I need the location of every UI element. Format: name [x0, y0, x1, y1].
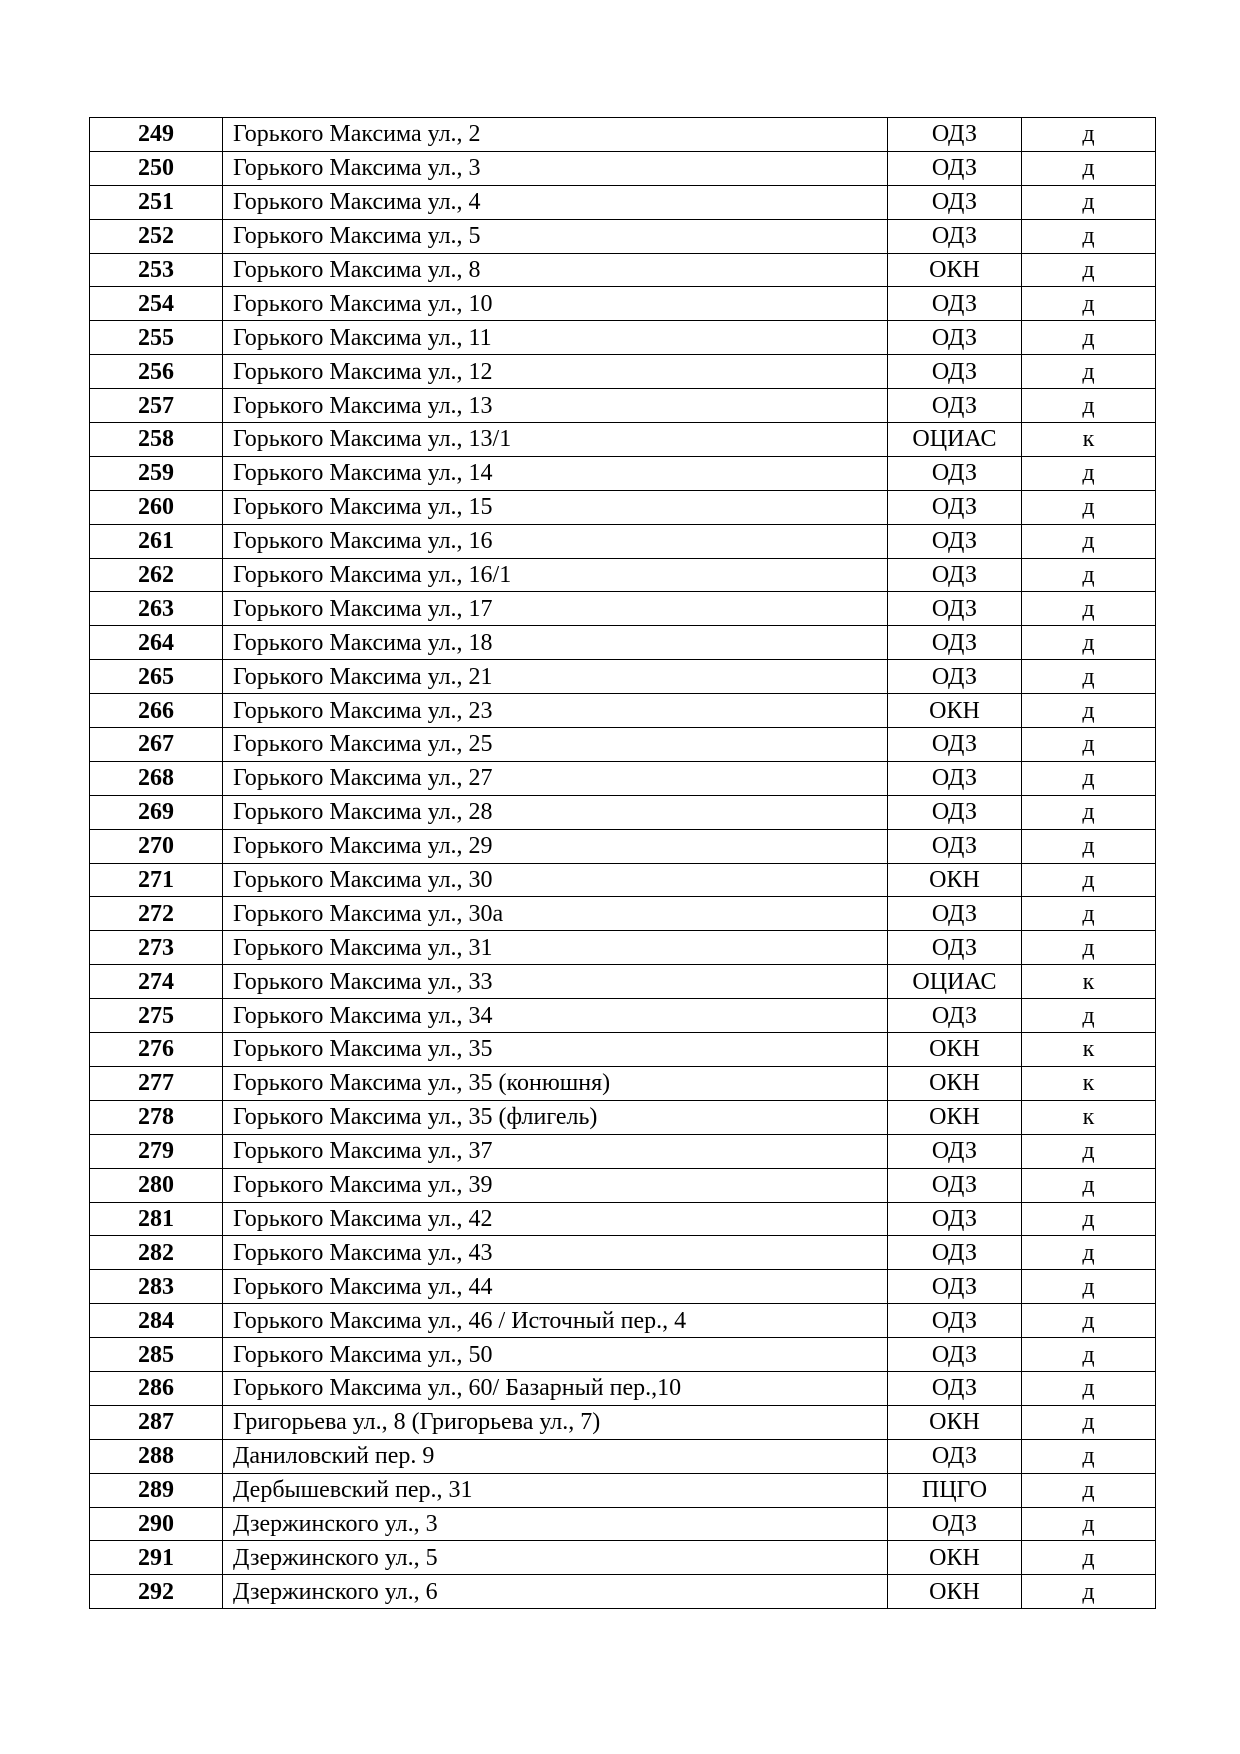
row-address: Дербышевский пер., 31	[223, 1473, 888, 1507]
row-number: 281	[90, 1202, 223, 1236]
row-category: д	[1022, 1541, 1156, 1575]
table-row	[90, 999, 1156, 1033]
row-address: Горького Максима ул., 35 (конюшня)	[223, 1066, 888, 1100]
row-object-type: ОДЗ	[888, 1270, 1022, 1304]
row-object-type: ОДЗ	[888, 355, 1022, 389]
row-number: 250	[90, 151, 223, 185]
row-number: 263	[90, 592, 223, 626]
row-address: Горького Максима ул., 46 / Источный пер., 4	[223, 1304, 888, 1338]
row-object-type: ОДЗ	[888, 728, 1022, 762]
row-address: Горького Максима ул., 16	[223, 524, 888, 558]
table-row	[90, 795, 1156, 829]
row-category: д	[1022, 1507, 1156, 1541]
row-address: Горького Максима ул., 4	[223, 185, 888, 219]
row-number: 292	[90, 1575, 223, 1609]
row-object-type: ОКН	[888, 1033, 1022, 1067]
row-object-type: ОДЗ	[888, 219, 1022, 253]
row-number: 283	[90, 1270, 223, 1304]
row-category: к	[1022, 965, 1156, 999]
row-object-type: ОКН	[888, 694, 1022, 728]
row-address: Дзержинского ул., 6	[223, 1575, 888, 1609]
row-category: д	[1022, 253, 1156, 287]
row-object-type: ОДЗ	[888, 1236, 1022, 1270]
row-address: Горького Максима ул., 13	[223, 389, 888, 423]
row-number: 256	[90, 355, 223, 389]
table-row	[90, 1033, 1156, 1067]
row-address: Горького Максима ул., 11	[223, 321, 888, 355]
row-address: Даниловский пер. 9	[223, 1439, 888, 1473]
row-category: д	[1022, 490, 1156, 524]
row-number: 288	[90, 1439, 223, 1473]
row-number: 254	[90, 287, 223, 321]
row-object-type: ОДЗ	[888, 151, 1022, 185]
row-category: д	[1022, 999, 1156, 1033]
row-category: д	[1022, 1270, 1156, 1304]
row-address: Горького Максима ул., 2	[223, 118, 888, 152]
row-category: д	[1022, 355, 1156, 389]
table-row	[90, 1405, 1156, 1439]
row-object-type: ОДЗ	[888, 829, 1022, 863]
row-number: 276	[90, 1033, 223, 1067]
table-row	[90, 423, 1156, 457]
table-row	[90, 219, 1156, 253]
row-number: 265	[90, 660, 223, 694]
row-number: 285	[90, 1338, 223, 1372]
row-object-type: ОДЗ	[888, 185, 1022, 219]
row-number: 260	[90, 490, 223, 524]
table-row	[90, 1236, 1156, 1270]
table-row	[90, 456, 1156, 490]
row-category: к	[1022, 1100, 1156, 1134]
row-number: 269	[90, 795, 223, 829]
row-object-type: ОДЗ	[888, 761, 1022, 795]
table-row	[90, 253, 1156, 287]
row-category: д	[1022, 118, 1156, 152]
row-address: Горького Максима ул., 43	[223, 1236, 888, 1270]
row-object-type: ОДЗ	[888, 490, 1022, 524]
row-address: Горького Максима ул., 25	[223, 728, 888, 762]
table-row	[90, 1575, 1156, 1609]
table-row	[90, 863, 1156, 897]
row-category: д	[1022, 694, 1156, 728]
row-address: Горького Максима ул., 13/1	[223, 423, 888, 457]
registry-table	[89, 117, 1156, 1609]
row-address: Горького Максима ул., 34	[223, 999, 888, 1033]
row-object-type: ОДЗ	[888, 1304, 1022, 1338]
table-row	[90, 1439, 1156, 1473]
row-object-type: ОДЗ	[888, 118, 1022, 152]
table-row	[90, 1338, 1156, 1372]
table-row	[90, 897, 1156, 931]
row-object-type: ОДЗ	[888, 287, 1022, 321]
row-category: д	[1022, 795, 1156, 829]
row-number: 259	[90, 456, 223, 490]
table-row	[90, 660, 1156, 694]
table-row	[90, 355, 1156, 389]
row-object-type: ОДЗ	[888, 1202, 1022, 1236]
table-row	[90, 1304, 1156, 1338]
row-category: д	[1022, 660, 1156, 694]
row-category: д	[1022, 761, 1156, 795]
table-row	[90, 1066, 1156, 1100]
row-object-type: ОЦИАС	[888, 423, 1022, 457]
row-number: 255	[90, 321, 223, 355]
row-object-type: ОДЗ	[888, 456, 1022, 490]
table-row	[90, 185, 1156, 219]
row-number: 273	[90, 931, 223, 965]
row-category: д	[1022, 1168, 1156, 1202]
table-row	[90, 1507, 1156, 1541]
row-address: Горького Максима ул., 42	[223, 1202, 888, 1236]
row-object-type: ОДЗ	[888, 592, 1022, 626]
row-category: д	[1022, 1236, 1156, 1270]
row-object-type: ОКН	[888, 1541, 1022, 1575]
row-address: Дзержинского ул., 3	[223, 1507, 888, 1541]
row-address: Горького Максима ул., 35	[223, 1033, 888, 1067]
row-object-type: ОДЗ	[888, 1371, 1022, 1405]
row-category: д	[1022, 321, 1156, 355]
row-object-type: ОДЗ	[888, 1338, 1022, 1372]
row-number: 280	[90, 1168, 223, 1202]
row-category: д	[1022, 1439, 1156, 1473]
row-object-type: ОДЗ	[888, 795, 1022, 829]
table-row	[90, 1473, 1156, 1507]
table-row	[90, 965, 1156, 999]
row-category: д	[1022, 1473, 1156, 1507]
row-category: д	[1022, 524, 1156, 558]
row-object-type: ОДЗ	[888, 931, 1022, 965]
row-number: 286	[90, 1371, 223, 1405]
row-category: д	[1022, 1134, 1156, 1168]
row-number: 271	[90, 863, 223, 897]
table-row	[90, 761, 1156, 795]
row-address: Горького Максима ул., 15	[223, 490, 888, 524]
row-number: 252	[90, 219, 223, 253]
row-category: д	[1022, 829, 1156, 863]
row-category: д	[1022, 1575, 1156, 1609]
row-object-type: ОКН	[888, 1066, 1022, 1100]
row-object-type: ОЦИАС	[888, 965, 1022, 999]
row-object-type: ОКН	[888, 863, 1022, 897]
row-number: 262	[90, 558, 223, 592]
table-row	[90, 592, 1156, 626]
table-row	[90, 118, 1156, 152]
row-category: д	[1022, 1304, 1156, 1338]
row-number: 272	[90, 897, 223, 931]
row-category: д	[1022, 931, 1156, 965]
row-address: Горького Максима ул., 17	[223, 592, 888, 626]
row-address: Горького Максима ул., 29	[223, 829, 888, 863]
table-row	[90, 931, 1156, 965]
row-object-type: ОДЗ	[888, 1168, 1022, 1202]
row-number: 291	[90, 1541, 223, 1575]
table-row	[90, 829, 1156, 863]
row-category: д	[1022, 456, 1156, 490]
row-address: Горького Максима ул., 14	[223, 456, 888, 490]
row-number: 284	[90, 1304, 223, 1338]
row-number: 287	[90, 1405, 223, 1439]
row-number: 270	[90, 829, 223, 863]
row-address: Горького Максима ул., 30	[223, 863, 888, 897]
row-number: 275	[90, 999, 223, 1033]
row-category: д	[1022, 592, 1156, 626]
table-row	[90, 626, 1156, 660]
row-address: Горького Максима ул., 44	[223, 1270, 888, 1304]
row-number: 249	[90, 118, 223, 152]
row-object-type: ОДЗ	[888, 1134, 1022, 1168]
row-address: Горького Максима ул., 12	[223, 355, 888, 389]
row-number: 289	[90, 1473, 223, 1507]
table-row	[90, 524, 1156, 558]
row-category: д	[1022, 897, 1156, 931]
row-object-type: ОКН	[888, 1575, 1022, 1609]
row-address: Дзержинского ул., 5	[223, 1541, 888, 1575]
table-row	[90, 1541, 1156, 1575]
row-address: Горького Максима ул., 18	[223, 626, 888, 660]
row-category: д	[1022, 1405, 1156, 1439]
row-address: Горького Максима ул., 16/1	[223, 558, 888, 592]
table-row	[90, 490, 1156, 524]
row-category: к	[1022, 423, 1156, 457]
row-object-type: ОДЗ	[888, 1439, 1022, 1473]
row-address: Горького Максима ул., 27	[223, 761, 888, 795]
row-object-type: ОДЗ	[888, 999, 1022, 1033]
row-address: Горького Максима ул., 50	[223, 1338, 888, 1372]
row-category: д	[1022, 1371, 1156, 1405]
row-category: д	[1022, 626, 1156, 660]
row-address: Горького Максима ул., 21	[223, 660, 888, 694]
row-object-type: ОДЗ	[888, 626, 1022, 660]
row-number: 268	[90, 761, 223, 795]
row-number: 282	[90, 1236, 223, 1270]
table-row	[90, 558, 1156, 592]
row-object-type: ОДЗ	[888, 660, 1022, 694]
row-address: Горького Максима ул., 35 (флигель)	[223, 1100, 888, 1134]
row-category: д	[1022, 219, 1156, 253]
row-number: 267	[90, 728, 223, 762]
row-address: Горького Максима ул., 23	[223, 694, 888, 728]
table-row	[90, 1371, 1156, 1405]
row-number: 257	[90, 389, 223, 423]
row-address: Григорьева ул., 8 (Григорьева ул., 7)	[223, 1405, 888, 1439]
row-number: 278	[90, 1100, 223, 1134]
row-category: д	[1022, 1338, 1156, 1372]
table-row	[90, 728, 1156, 762]
row-object-type: ОКН	[888, 1405, 1022, 1439]
row-address: Горького Максима ул., 37	[223, 1134, 888, 1168]
row-category: д	[1022, 1202, 1156, 1236]
row-category: д	[1022, 151, 1156, 185]
row-address: Горького Максима ул., 30а	[223, 897, 888, 931]
row-object-type: ОКН	[888, 1100, 1022, 1134]
row-number: 261	[90, 524, 223, 558]
row-object-type: ОДЗ	[888, 389, 1022, 423]
row-category: д	[1022, 863, 1156, 897]
row-object-type: ОДЗ	[888, 558, 1022, 592]
table-row	[90, 1168, 1156, 1202]
row-number: 258	[90, 423, 223, 457]
table-row	[90, 1202, 1156, 1236]
row-category: д	[1022, 389, 1156, 423]
row-category: к	[1022, 1033, 1156, 1067]
row-number: 290	[90, 1507, 223, 1541]
row-address: Горького Максима ул., 5	[223, 219, 888, 253]
row-category: д	[1022, 728, 1156, 762]
table-row	[90, 151, 1156, 185]
table-row	[90, 389, 1156, 423]
row-number: 277	[90, 1066, 223, 1100]
row-number: 266	[90, 694, 223, 728]
row-number: 251	[90, 185, 223, 219]
table-row	[90, 287, 1156, 321]
row-object-type: ОДЗ	[888, 524, 1022, 558]
row-category: д	[1022, 185, 1156, 219]
row-number: 264	[90, 626, 223, 660]
row-address: Горького Максима ул., 28	[223, 795, 888, 829]
row-object-type: ОКН	[888, 253, 1022, 287]
row-address: Горького Максима ул., 60/ Базарный пер.,10	[223, 1371, 888, 1405]
table-row	[90, 321, 1156, 355]
row-object-type: ПЦГО	[888, 1473, 1022, 1507]
registry-table-body	[90, 118, 1156, 1609]
table-row	[90, 694, 1156, 728]
table-row	[90, 1100, 1156, 1134]
row-address: Горького Максима ул., 39	[223, 1168, 888, 1202]
row-object-type: ОДЗ	[888, 321, 1022, 355]
row-number: 279	[90, 1134, 223, 1168]
table-row	[90, 1134, 1156, 1168]
row-object-type: ОДЗ	[888, 897, 1022, 931]
row-object-type: ОДЗ	[888, 1507, 1022, 1541]
row-address: Горького Максима ул., 31	[223, 931, 888, 965]
row-address: Горького Максима ул., 33	[223, 965, 888, 999]
row-number: 253	[90, 253, 223, 287]
table-row	[90, 1270, 1156, 1304]
row-number: 274	[90, 965, 223, 999]
row-address: Горького Максима ул., 10	[223, 287, 888, 321]
row-category: к	[1022, 1066, 1156, 1100]
row-category: д	[1022, 287, 1156, 321]
row-address: Горького Максима ул., 8	[223, 253, 888, 287]
row-category: д	[1022, 558, 1156, 592]
row-address: Горького Максима ул., 3	[223, 151, 888, 185]
